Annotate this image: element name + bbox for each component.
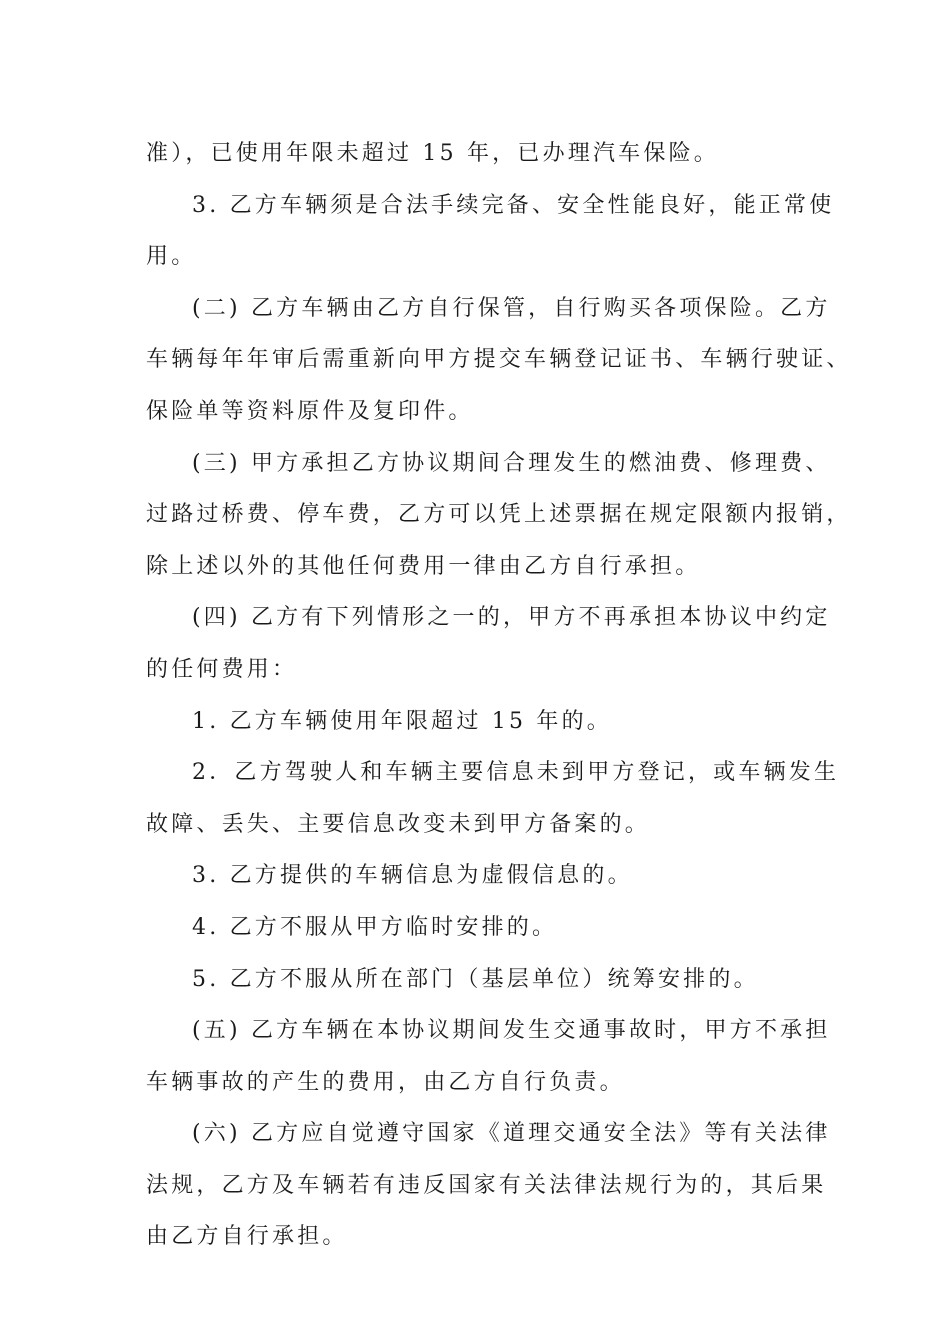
text-line: 故障、丢失、主要信息改变未到甲方备案的。 bbox=[146, 811, 651, 837]
paragraph-item-4 bbox=[146, 902, 810, 954]
text-line: 法规，乙方及车辆若有违反国家有关法律法规行为的，其后果 bbox=[146, 1172, 827, 1198]
text-line: 3. 乙方提供的车辆信息为虚假信息的。 bbox=[192, 863, 633, 889]
paragraph-item-3 bbox=[146, 180, 835, 283]
paragraph-section-5 bbox=[146, 1005, 831, 1108]
text-line: (五) 乙方车辆在本协议期间发生交通事故时，甲方不承担 bbox=[192, 1018, 831, 1044]
text-line: 2．乙方驾驶人和车辆主要信息未到甲方登记，或车辆发生 bbox=[192, 760, 840, 786]
text-line: 过路过桥费、停车费，乙方可以凭上述票据在规定限额内报销， bbox=[146, 502, 852, 528]
text-line: (二) 乙方车辆由乙方自行保管，自行购买各项保险。乙方 bbox=[192, 295, 831, 321]
paragraph-section-6 bbox=[146, 1108, 831, 1263]
text-line: 保险单等资料原件及复印件。 bbox=[146, 398, 474, 424]
paragraph-section-2 bbox=[146, 283, 852, 438]
paragraph-item-3b bbox=[146, 850, 810, 902]
text-line: 车辆每年年审后需重新向甲方提交车辆登记证书、车辆行驶证、 bbox=[146, 347, 852, 373]
text-line: (六) 乙方应自觉遵守国家《道理交通安全法》等有关法律 bbox=[192, 1121, 831, 1147]
text-line: 由乙方自行承担。 bbox=[146, 1224, 348, 1250]
paragraph-item-1 bbox=[146, 696, 810, 748]
paragraph-section-4 bbox=[146, 592, 831, 695]
text-line: (四) 乙方有下列情形之一的，甲方不再承担本协议中约定 bbox=[192, 605, 831, 631]
text-line: 的任何费用： bbox=[146, 656, 298, 682]
text-line: 准），已使用年限未超过 15 年，已办理汽车保险。 bbox=[146, 141, 719, 166]
text-line: 除上述以外的其他任何费用一律由乙方自行承担。 bbox=[146, 553, 701, 579]
text-line: 4. 乙方不服从甲方临时安排的。 bbox=[192, 914, 558, 940]
paragraph-item-5 bbox=[146, 954, 810, 1006]
document-page bbox=[146, 128, 852, 1263]
paragraph-item-2 bbox=[146, 747, 840, 850]
text-line: 用。 bbox=[146, 244, 197, 270]
text-line: 1. 乙方车辆使用年限超过 15 年的。 bbox=[192, 708, 612, 734]
text-line: (三) 甲方承担乙方协议期间合理发生的燃油费、修理费、 bbox=[192, 450, 831, 476]
paragraph-section-3 bbox=[146, 438, 852, 593]
text-line: 5. 乙方不服从所在部门（基层单位）统筹安排的。 bbox=[192, 966, 759, 992]
paragraph-continuation bbox=[146, 128, 810, 180]
text-line: 3. 乙方车辆须是合法手续完备、安全性能良好，能正常使 bbox=[192, 192, 835, 218]
text-line: 车辆事故的产生的费用，由乙方自行负责。 bbox=[146, 1069, 625, 1095]
